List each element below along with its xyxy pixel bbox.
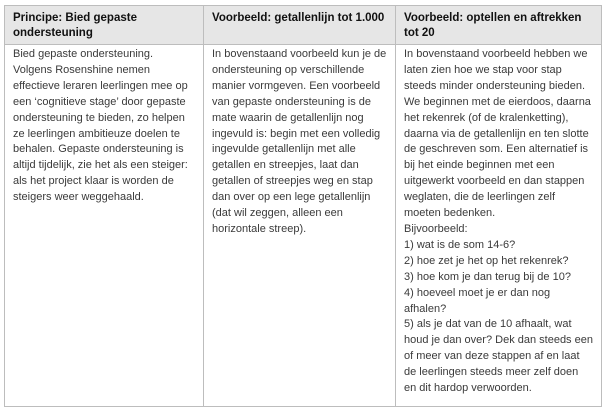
cell-add-subtract [396,45,602,407]
example-step-4: 4) hoeveel moet je er dan nog afhalen? [404,286,551,315]
header-principle: Principe: Bied gepaste ondersteuning [5,6,204,45]
table-row [5,45,602,407]
cell-paragraph: In bovenstaand voorbeeld kun je de ondersteuning op verschillende manier vormgeven. Een voorbeeld van gepaste ondersteuning is de mate waarin de getallenlijn nog ingevuld is: begin met een volledig ingevulde getallenlijn met alle getallen en streepjes, laat dan getallen of streepjes weg en stap dan over op een lege getallenlijn (dat wil zeggen, alleen een horizontale streep). [212,48,387,235]
cell-principle [5,45,204,407]
cell-paragraph: In bovenstaand voorbeeld hebben we laten zien hoe we stap voor stap steeds minder ondersteuning bieden. We beginnen met de eierdoos, daarna het rekenrek (of de kralenketting), daarna via de getallenlijn en ten slotte de geschreven som. Een alternatief is bij het einde beginnen met een uitgewerkt voorbeeld en dan stappen weglaten, die de leerlingen zelf moeten bedenken. [404,48,591,220]
cell-number-line [204,45,396,407]
example-step-2: 2) hoe zet je het op het rekenrek? [404,254,569,267]
principle-table [4,5,602,407]
example-intro: Bijvoorbeeld: [404,222,468,235]
header-example-add-subtract: Voorbeeld: optellen en aftrekken tot 20 [396,6,602,45]
table-header-row [5,6,602,45]
header-example-number-line: Voorbeeld: getallenlijn tot 1.000 [204,6,396,45]
example-step-5: 5) als je dat van de 10 afhaalt, wat houd je dan over? Dek dan steeds een of meer van deze stappen af en laat de leerlingen steeds meer zelf doen en dit hardop verwoorden. [404,318,593,395]
example-step-1: 1) wat is de som 14-6? [404,238,516,251]
example-step-3: 3) hoe kom je dan terug bij de 10? [404,270,571,283]
cell-paragraph: Bied gepaste ondersteuning. Volgens Rosenshine nemen effectieve leraren leerlingen mee op een ‘cognitieve stage’ door gepaste ondersteuning te bieden, zo helpen ze leerlingen ambitieuze doelen te behalen. Gepaste ondersteuning is altijd tijdelijk, zie het als een steiger: als het project klaar is worden de steigers weer weggehaald. [13,48,188,204]
